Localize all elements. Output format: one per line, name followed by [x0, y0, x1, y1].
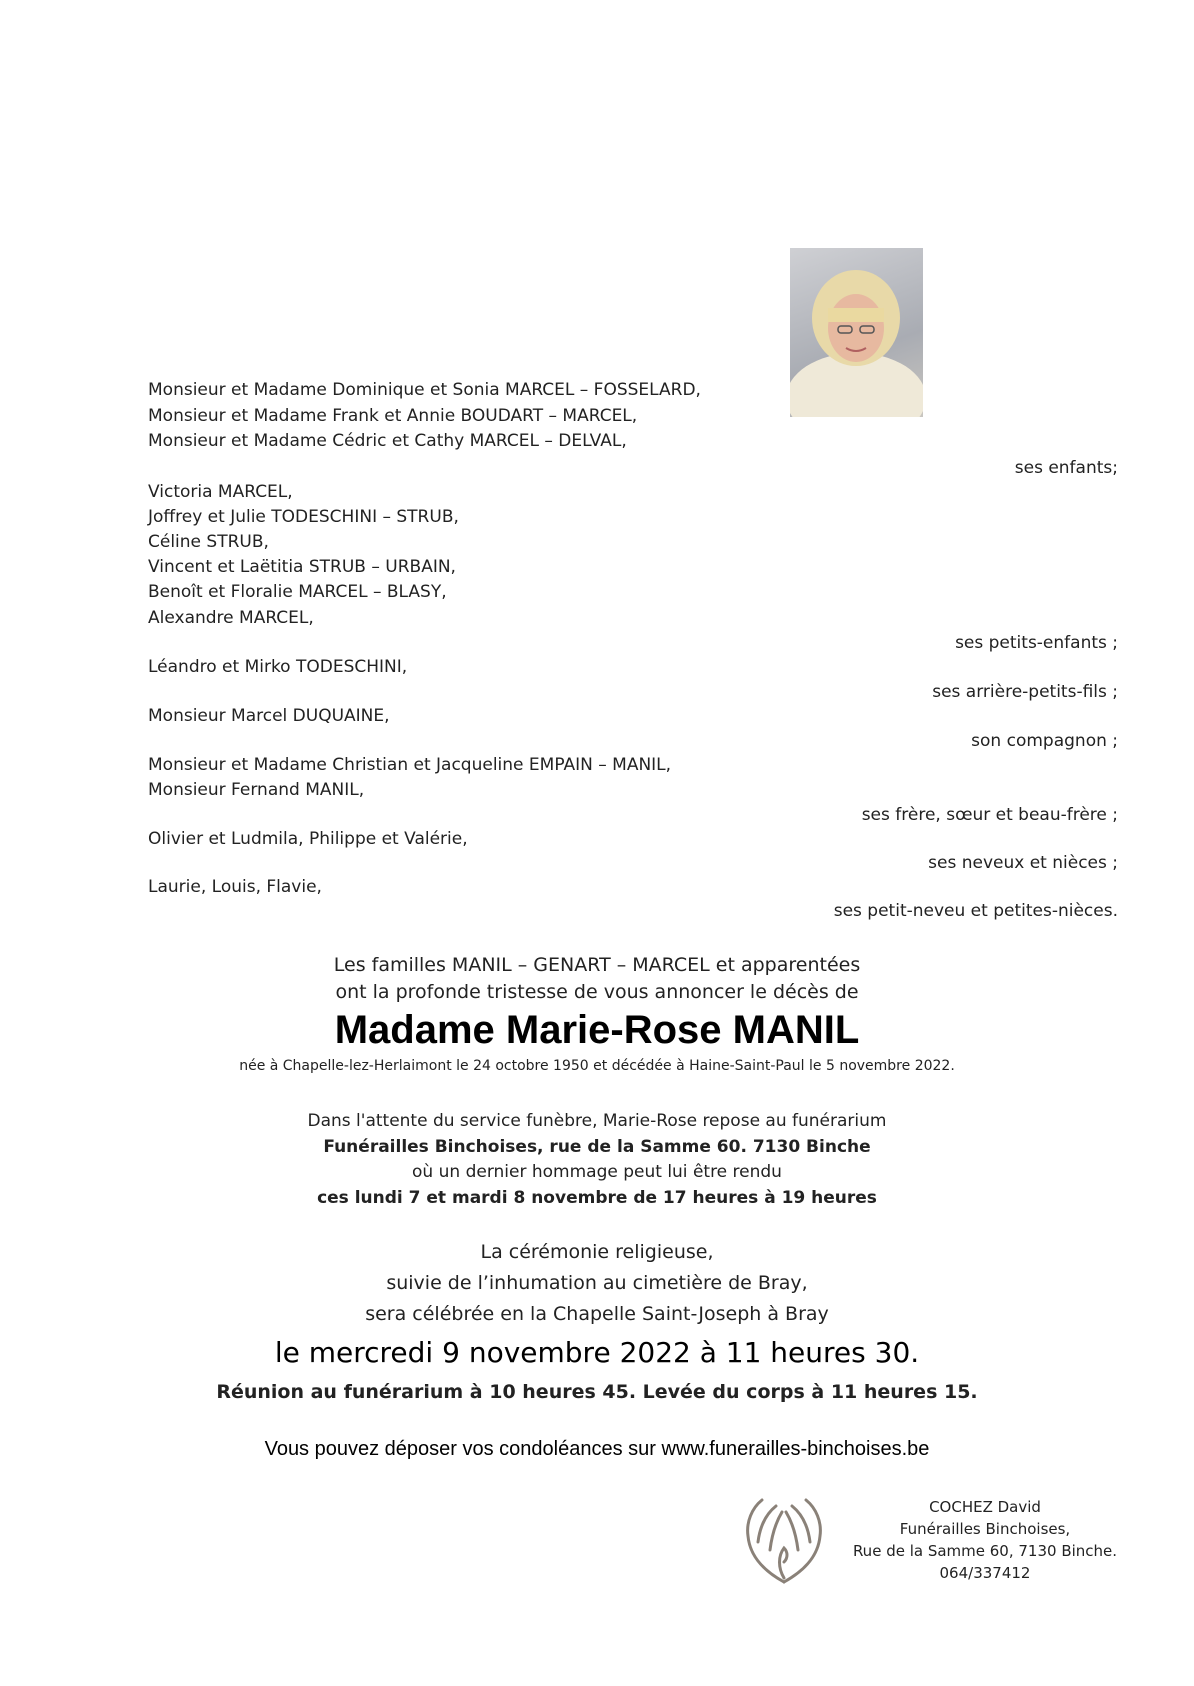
nephews-label: ses neveux et nièces ;	[928, 853, 1118, 873]
companion-label: son compagnon ;	[971, 731, 1118, 751]
visitation-line-1: Dans l'attente du service funèbre, Marie-Rose repose au funérarium	[307, 1111, 887, 1131]
children-label: ses enfants;	[1014, 458, 1118, 478]
grandchild-line-2: Joffrey et Julie TODESCHINI – STRUB,	[148, 507, 459, 527]
siblings-line-2: Monsieur Fernand MANIL,	[148, 780, 365, 800]
birth-death-line: née à Chapelle-lez-Herlaimont le 24 octobre 1950 et décédée à Haine-Saint-Paul le 5 novembre 2022.	[239, 1058, 955, 1074]
ceremony-line-3: sera célébrée en la Chapelle Saint-Joseph à Bray	[365, 1303, 829, 1325]
companion-line: Monsieur Marcel DUQUAINE,	[148, 706, 390, 726]
siblings-label: ses frère, sœur et beau-frère ;	[861, 805, 1118, 825]
funeral-home-contact: COCHEZ David	[929, 1498, 1041, 1516]
siblings-line-1: Monsieur et Madame Christian et Jacqueline EMPAIN – MANIL,	[148, 755, 672, 775]
visitation-times: ces lundi 7 et mardi 8 novembre de 17 heures à 19 heures	[317, 1188, 877, 1208]
funeral-home-name: Funérailles Binchoises,	[899, 1520, 1071, 1538]
portrait-photo	[790, 248, 923, 417]
announcement-line-1: Les familles MANIL – GENART – MARCEL et apparentées	[333, 954, 861, 976]
ceremony-line-1: La cérémonie religieuse,	[480, 1241, 714, 1263]
nephews-line: Olivier et Ludmila, Philippe et Valérie,	[148, 829, 468, 849]
ceremony-line-2: suivie de l’inhumation au cimetière de Bray,	[386, 1272, 808, 1294]
grandchild-line-4: Vincent et Laëtitia STRUB – URBAIN,	[148, 557, 456, 577]
phoenix-logo-icon	[736, 1492, 832, 1588]
grandchild-line-6: Alexandre MARCEL,	[148, 608, 314, 628]
children-line-2: Monsieur et Madame Frank et Annie BOUDART – MARCEL,	[148, 406, 638, 426]
grandchild-line-3: Céline STRUB,	[148, 532, 269, 552]
children-line-1: Monsieur et Madame Dominique et Sonia MARCEL – FOSSELARD,	[148, 380, 701, 400]
visitation-line-3: où un dernier hommage peut lui être rendu	[412, 1162, 782, 1182]
ceremony-gathering: Réunion au funérarium à 10 heures 45. Levée du corps à 11 heures 15.	[216, 1381, 978, 1403]
grandnephews-line: Laurie, Louis, Flavie,	[148, 877, 322, 897]
visitation-location: Funérailles Binchoises, rue de la Samme 60. 7130 Binche	[323, 1137, 871, 1157]
funeral-home-address: Rue de la Samme 60, 7130 Binche.	[852, 1542, 1118, 1560]
condolences-line: Vous pouvez déposer vos condoléances sur www.funerailles-binchoises.be	[264, 1438, 930, 1460]
ceremony-datetime: le mercredi 9 novembre 2022 à 11 heures 30.	[274, 1336, 920, 1369]
funeral-home-phone: 064/337412	[939, 1564, 1031, 1582]
grandchildren-label: ses petits-enfants ;	[955, 633, 1118, 653]
great-grandsons-line: Léandro et Mirko TODESCHINI,	[148, 657, 408, 677]
grandnephews-label: ses petit-neveu et petites-nièces.	[833, 901, 1118, 921]
grandchild-line-5: Benoît et Floralie MARCEL – BLASY,	[148, 582, 447, 602]
great-grandsons-label: ses arrière-petits-fils ;	[932, 682, 1118, 702]
deceased-name: Madame Marie-Rose MANIL	[334, 1008, 860, 1052]
children-line-3: Monsieur et Madame Cédric et Cathy MARCEL – DELVAL,	[148, 431, 627, 451]
announcement-line-2: ont la profonde tristesse de vous annoncer le décès de	[335, 981, 859, 1003]
grandchild-line-1: Victoria MARCEL,	[148, 482, 293, 502]
